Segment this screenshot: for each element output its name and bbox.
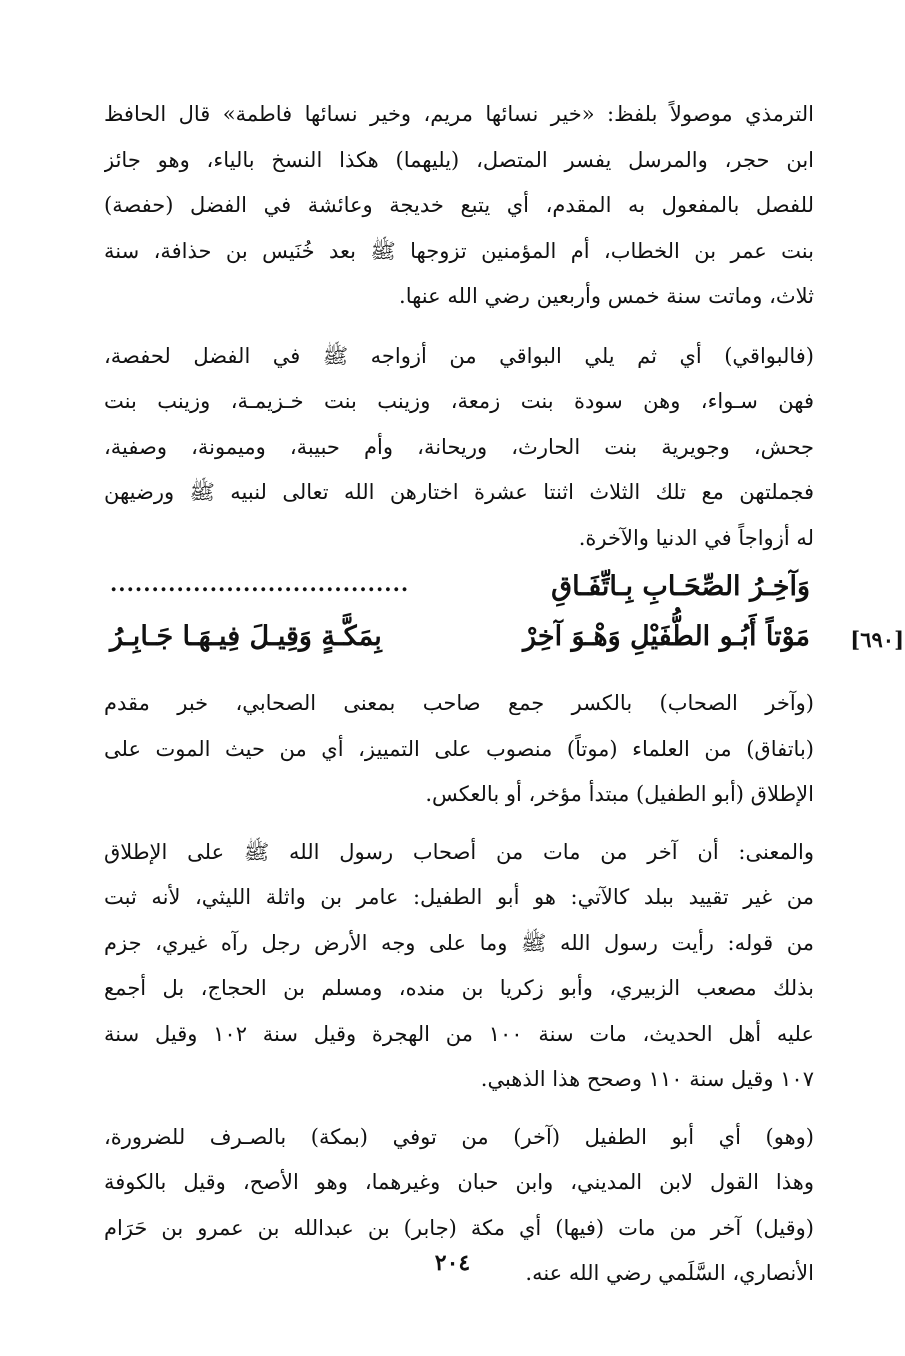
verse-second-hemistich-right: مَوْتاً أَبُـو الطُّفَيْلِ وَهْـوَ آخِرْ xyxy=(523,621,810,652)
text-line: جحش، وجويرية بنت الحارث، وريحانة، وأم حبيبة، وميمونة، وصفية، xyxy=(104,434,814,459)
paragraph-1 xyxy=(104,92,814,320)
text-line: (وقيل) آخر من مات (فيها) أي مكة (جابر) بن عبدالله بن عمرو بن حَرَام xyxy=(104,1215,814,1240)
text-line: ١٠٧ وقيل سنة ١١٠ وصحح هذا الذهبي. xyxy=(480,1067,814,1091)
text-line: (وآخر الصحاب) بالكسر جمع صاحب بمعنى الصحابي، خبر مقدم xyxy=(104,691,814,715)
text-line: الإطلاق (أبو الطفيل) مبتدأ مؤخر، أو بالعكس. xyxy=(425,782,814,806)
text-line: (باتفاق) من العلماء (موتاً) منصوب على التمييز، أي من حيث الموت على xyxy=(104,736,814,761)
text-line: ابن حجر، والمرسل يفسر المتصل، (يليهما) هكذا النسخ بالياء، وهو جائز xyxy=(104,147,814,172)
paragraph-3 xyxy=(104,681,814,818)
paragraph-2 xyxy=(104,334,814,562)
text-line: الأنصاري، السَّلَمي رضي الله عنه. xyxy=(525,1261,814,1285)
text-line: له أزواجاً في الدنيا والآخرة. xyxy=(578,525,814,550)
text-line: الترمذي موصولاً بلفظ: «خير نسائها مريم، وخير نسائها فاطمة» قال الحافظ xyxy=(104,102,814,126)
verse-first-hemistich-right: وَآخِـرُ الصِّحَـابِ بِـاتِّفَـاقِ xyxy=(551,571,810,602)
verse-block xyxy=(104,569,904,681)
text-line: بنت عمر بن الخطاب، أم المؤمنين تزوجها ﷺ بعد خُنَيس بن حذافة، سنة xyxy=(104,238,814,263)
text-line: من غير تقييد ببلد كالآتي: هو أبو الطفيل: عامر بن واثلة الليثي، لأنه ثبت xyxy=(104,885,814,909)
page-number: ٢٠٤ xyxy=(434,1250,471,1276)
page-body xyxy=(104,92,904,1297)
text-line: (فالبواقي) أي ثم يلي البواقي من أزواجه ﷺ في الفضل لحفصة، xyxy=(104,343,814,368)
verse-second-hemistich-left: بِمَكَّـةٍ وَقِيـلَ فِيـهَـا جَـابِـرُ xyxy=(110,621,382,652)
text-line: عليه أهل الحديث، مات سنة ١٠٠ من الهجرة وقيل سنة ١٠٢ وقيل سنة xyxy=(104,1021,814,1046)
text-line: من قوله: رأيت رسول الله ﷺ وما على وجه الأرض رجل رآه غيري، جزم xyxy=(104,930,814,955)
verse-first-hemistich-left: .................................... xyxy=(110,571,410,596)
text-line: (وهو) أي أبو الطفيل (آخر) من توفي (بمكة) بالصـرف للضرورة، xyxy=(104,1124,814,1149)
text-line: فهن سـواء، وهن سودة بنت زمعة، وزينب بنت خـزيمـة، وزينب بنت xyxy=(104,389,814,413)
text-line: فجملتهن مع تلك الثلاث اثنتا عشرة اختارهن الله تعالى لنبيه ﷺ ورضيهن xyxy=(104,480,814,504)
text-line: وهذا القول لابن المديني، وابن حبان وغيرهما، وهو الأصح، وقيل بالكوفة xyxy=(104,1170,814,1194)
text-line: ثلاث، وماتت سنة خمس وأربعين رضي الله عنها. xyxy=(399,284,814,308)
text-line: للفصل بالمفعول به المقدم، أي يتبع خديجة وعائشة في الفضل (حفصة) xyxy=(104,193,814,217)
text-line: بذلك مصعب الزبيري، وأبو زكريا بن منده، ومسلم بن الحجاج، بل أجمع xyxy=(104,976,814,1000)
paragraph-4 xyxy=(104,830,814,1103)
verse-number: [٦٩٠] xyxy=(850,627,904,652)
text-line: والمعنى: أن آخر من مات من أصحاب رسول الله ﷺ على الإطلاق xyxy=(104,839,814,864)
